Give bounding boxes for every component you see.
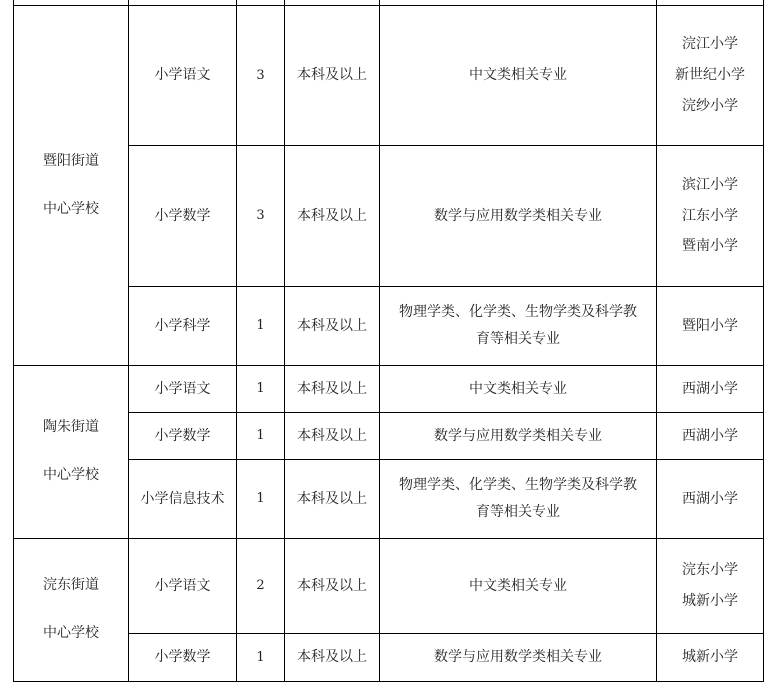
education-cell: 本科及以上: [285, 634, 380, 682]
major-line: 物理学类、化学类、生物学类及科学教: [399, 304, 637, 321]
count-cell: 1: [237, 287, 285, 366]
education-cell: 本科及以上: [285, 460, 380, 539]
major-cell: [380, 366, 657, 413]
place-name: 滨江小学: [682, 176, 738, 193]
subject-cell: 小学语文: [129, 366, 237, 413]
major-cell: [380, 287, 657, 366]
places-cell: [657, 460, 764, 539]
table-row: [14, 539, 764, 634]
school-name-line: 陶朱街道: [43, 419, 99, 436]
table-row: [14, 6, 764, 146]
places-cell: [657, 366, 764, 413]
subject-cell: 小学数学: [129, 634, 237, 682]
major-line: 数学与应用数学类相关专业: [434, 207, 602, 224]
places-cell: [657, 413, 764, 460]
education-cell: 本科及以上: [285, 6, 380, 146]
count-cell: 3: [237, 146, 285, 287]
major-line: 中文类相关专业: [469, 380, 567, 397]
place-name: 暨南小学: [682, 238, 738, 255]
school-name-line: 暨阳街道: [43, 152, 99, 169]
subject-cell: 小学语文: [129, 539, 237, 634]
subject-cell: 小学语文: [129, 6, 237, 146]
count-cell: 1: [237, 460, 285, 539]
places-cell: [657, 539, 764, 634]
count-cell: 3: [237, 6, 285, 146]
subject-cell: 小学信息技术: [129, 460, 237, 539]
major-line: 育等相关专业: [476, 504, 560, 520]
place-name: 城新小学: [682, 593, 738, 609]
places-cell: [657, 6, 764, 146]
school-cell: [14, 6, 129, 366]
subject-cell: 小学数学: [129, 146, 237, 287]
major-line: 数学与应用数学类相关专业: [434, 649, 602, 666]
place-name: 暨阳小学: [682, 317, 738, 334]
education-cell: 本科及以上: [285, 366, 380, 413]
place-name: 浣纱小学: [682, 97, 738, 114]
table-row: [14, 366, 764, 413]
count-cell: 1: [237, 413, 285, 460]
place-name: 浣江小学: [682, 36, 738, 53]
subject-cell: 小学数学: [129, 413, 237, 460]
place-name: 浣东小学: [682, 562, 738, 579]
major-cell: [380, 539, 657, 634]
major-cell: [380, 6, 657, 146]
education-cell: 本科及以上: [285, 146, 380, 287]
school-cell: [14, 366, 129, 539]
major-cell: [380, 460, 657, 539]
places-cell: [657, 287, 764, 366]
place-name: 城新小学: [682, 649, 738, 666]
count-cell: 2: [237, 539, 285, 634]
places-cell: [657, 634, 764, 682]
major-line: 中文类相关专业: [469, 577, 567, 594]
school-name-line: 浣东街道: [43, 577, 99, 594]
education-cell: 本科及以上: [285, 287, 380, 366]
count-cell: 1: [237, 366, 285, 413]
places-cell: [657, 146, 764, 287]
major-line: 中文类相关专业: [469, 67, 567, 84]
school-name-line: 中心学校: [43, 467, 99, 483]
place-name: 西湖小学: [682, 427, 738, 444]
count-cell: 1: [237, 634, 285, 682]
place-name: 西湖小学: [682, 490, 738, 507]
education-cell: 本科及以上: [285, 413, 380, 460]
major-cell: [380, 634, 657, 682]
place-name: 新世纪小学: [675, 67, 745, 84]
subject-cell: 小学科学: [129, 287, 237, 366]
major-cell: [380, 413, 657, 460]
major-line: 育等相关专业: [476, 331, 560, 347]
school-name-line: 中心学校: [43, 625, 99, 641]
place-name: 江东小学: [682, 207, 738, 224]
major-cell: [380, 146, 657, 287]
major-line: 数学与应用数学类相关专业: [434, 427, 602, 444]
education-cell: 本科及以上: [285, 539, 380, 634]
recruitment-table: [13, 0, 764, 682]
school-cell: [14, 539, 129, 682]
school-name-line: 中心学校: [43, 200, 99, 217]
place-name: 西湖小学: [682, 380, 738, 397]
major-line: 物理学类、化学类、生物学类及科学教: [399, 477, 637, 494]
